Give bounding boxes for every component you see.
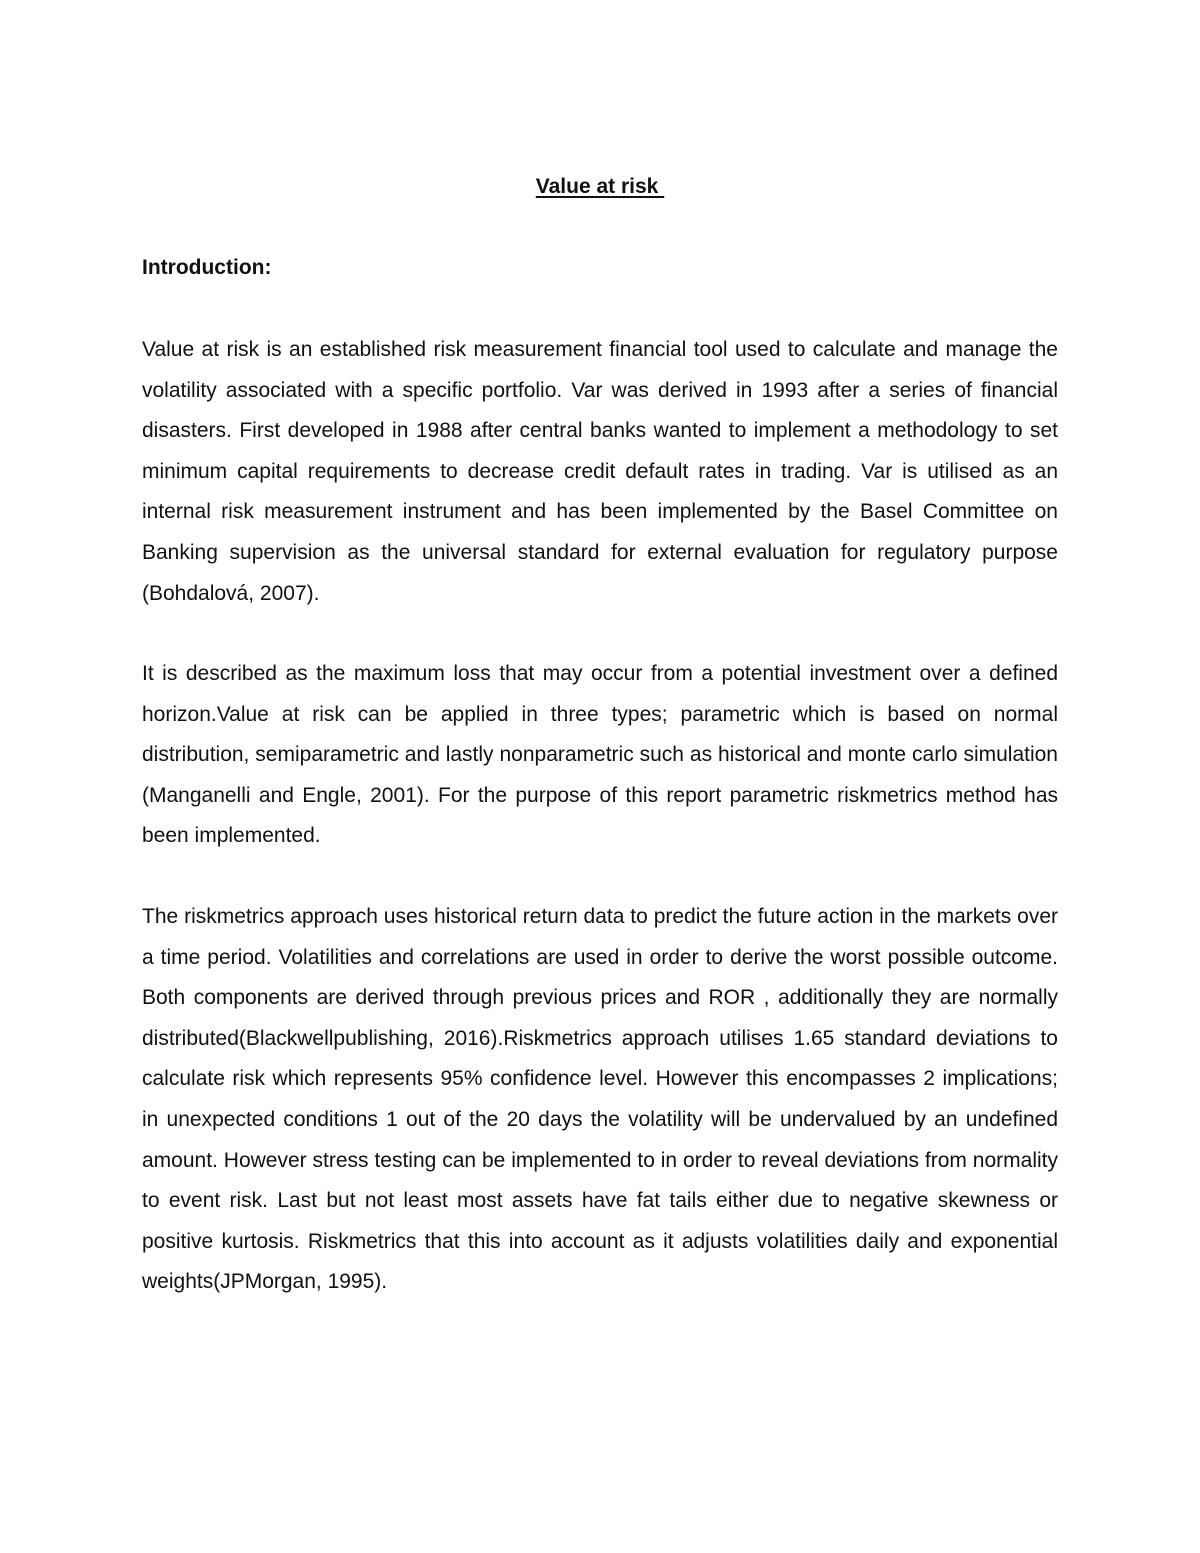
section-heading-introduction: Introduction:: [142, 256, 272, 279]
paragraph-1: Value at risk is an established risk measurement financial tool used to calculate and manage the volatility associated with a specific portfolio. Var was derived in 1993 after a series of financial disasters. First developed in 1988 after central banks wanted to implement a methodology to set minimum capital requirements to decrease credit default rates in trading. Var is utilised as an internal risk measurement instrument and has been implemented by the Basel Committee on Banking supervision as the universal standard for external evaluation for regulatory purpose (Bohdalová, 2007).: [142, 338, 1058, 605]
paragraph-2: It is described as the maximum loss that may occur from a potential investment over a defined horizon.Value at risk can be applied in three types; parametric which is based on normal distribution, semiparametric and lastly nonparametric such as historical and monte carlo simulation (Manganelli and Engle, 2001). For the purpose of this report parametric riskmetrics method has been implemented.: [142, 662, 1058, 848]
document-title-text: Value at risk: [535, 175, 665, 198]
paragraph-3: The riskmetrics approach uses historical return data to predict the future action in the markets over a time period. Volatilities and correlations are used in order to derive the worst possible outcome. Both components are derived through previous prices and ROR , additionally they are normally distributed(Blackwellpublishing, 2016).Riskmetrics approach utilises 1.65 standard deviations to calculate risk which represents 95% confidence level. However this encompasses 2 implications; in unexpected conditions 1 out of the 20 days the volatility will be undervalued by an undefined amount. However stress testing can be implemented to in order to reveal deviations from normality to event risk. Last but not least most assets have fat tails either due to negative skewness or positive kurtosis. Riskmetrics that this into account as it adjusts volatilities daily and exponential weights(JPMorgan, 1995).: [142, 905, 1058, 1294]
document-title: [0, 172, 1200, 202]
